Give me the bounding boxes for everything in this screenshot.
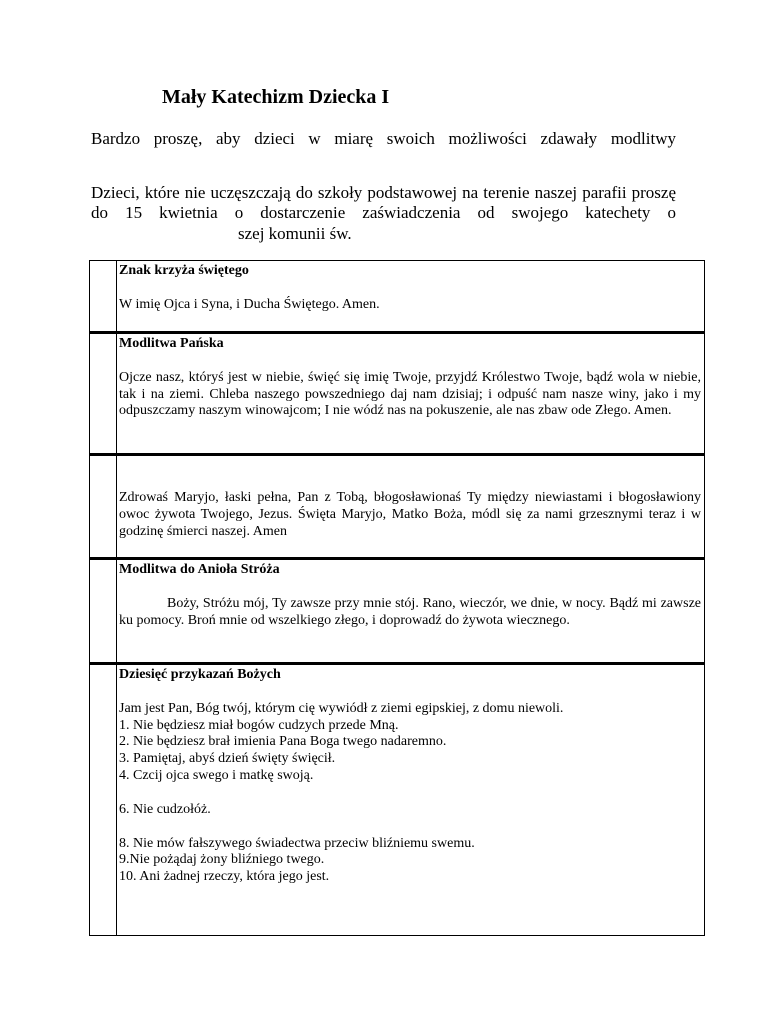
commandment-item: 4. Czcij ojca swego i matkę swoją. <box>119 767 314 783</box>
commandment-item: 1. Nie będziesz miał bogów cudzych przede Mną. <box>119 717 399 733</box>
prayer-heading: Modlitwa do Anioła Stróża <box>119 562 280 577</box>
intro-notice: Dzieci, które nie uczęszczają do szkoły podstawowej na terenie naszej parafii proszę do 15 kwietnia o dostarczenie zaświadczenia od swojego katechety o <box>91 183 676 222</box>
prayer-row <box>90 261 704 332</box>
prayer-heading: Dziesięć przykazań Bożych <box>119 667 281 682</box>
prayer-text: Boży, Stróżu mój, Ty zawsze przy mnie stój. Rano, wieczór, we dnie, w nocy. Bądź mi zawsze ku pomocy. Broń mnie od wszelkiego złego, i doprowadź do żywota wiecznego. <box>119 595 701 628</box>
commandment-item: 8. Nie mów fałszywego świadectwa przeciw bliźniemu swemu. <box>119 835 475 851</box>
prayer-text: Ojcze nasz, któryś jest w niebie, święć się imię Twoje, przyjdź Królestwo Twoje, bądź wola w niebie, tak i na ziemi. Chleba naszego powszedniego daj nam dzisiaj; i odpuść nam nasze winy, jako i my odpuszczamy naszym winowajcom; I nie wódź nas na pokuszenie, ale nas zbaw ode Złego. Amen. <box>119 369 701 419</box>
commandment-item: 2. Nie będziesz brał imienia Pana Boga twego nadaremno. <box>119 734 447 750</box>
row-number-cell <box>90 261 117 331</box>
prayer-cell <box>117 261 704 331</box>
commandment-item: 3. Pamiętaj, abyś dzień święty święcił. <box>119 751 336 767</box>
prayer-heading: Znak krzyża świętego <box>119 263 249 278</box>
commandment-item: 6. Nie cudzołóż. <box>119 801 211 817</box>
row-number-cell <box>90 560 117 662</box>
row-number-cell <box>90 665 117 935</box>
row-number-cell <box>90 456 117 557</box>
commandment-item: 10. Ani żadnej rzeczy, która jego jest. <box>119 869 330 885</box>
prayer-text: W imię Ojca i Syna, i Ducha Świętego. Amen. <box>119 296 380 312</box>
prayer-row <box>90 332 704 454</box>
prayer-table <box>89 260 705 936</box>
prayer-cell <box>117 456 704 557</box>
prayer-row <box>90 558 704 663</box>
intro-notice-end: szej komunii św. <box>238 224 352 243</box>
prayer-cell <box>117 665 704 935</box>
prayer-cell <box>117 334 704 453</box>
row-number-cell <box>90 334 117 453</box>
intro-request: Bardzo proszę, aby dzieci w miarę swoich możliwości zdawały modlitwy <box>91 129 676 148</box>
commandments-intro: Jam jest Pan, Bóg twój, którym cię wywiódł z ziemi egipskiej, z domu niewoli. <box>119 700 564 716</box>
prayer-row <box>90 663 704 935</box>
prayer-text: Zdrowaś Maryjo, łaski pełna, Pan z Tobą, błogosławionaś Ty między niewiastami i błogosławiony owoc żywota Twojego, Jezus. Święta Maryjo, Matko Boża, módl się za nami grzesznymi teraz i w godzinę śmierci naszej. Amen <box>119 490 701 539</box>
prayer-heading: Modlitwa Pańska <box>119 336 224 351</box>
page-title: Mały Katechizm Dziecka I <box>162 86 390 108</box>
commandment-item: 9.Nie pożądaj żony bliźniego twego. <box>119 852 325 868</box>
prayer-cell <box>117 560 704 662</box>
prayer-row <box>90 454 704 558</box>
